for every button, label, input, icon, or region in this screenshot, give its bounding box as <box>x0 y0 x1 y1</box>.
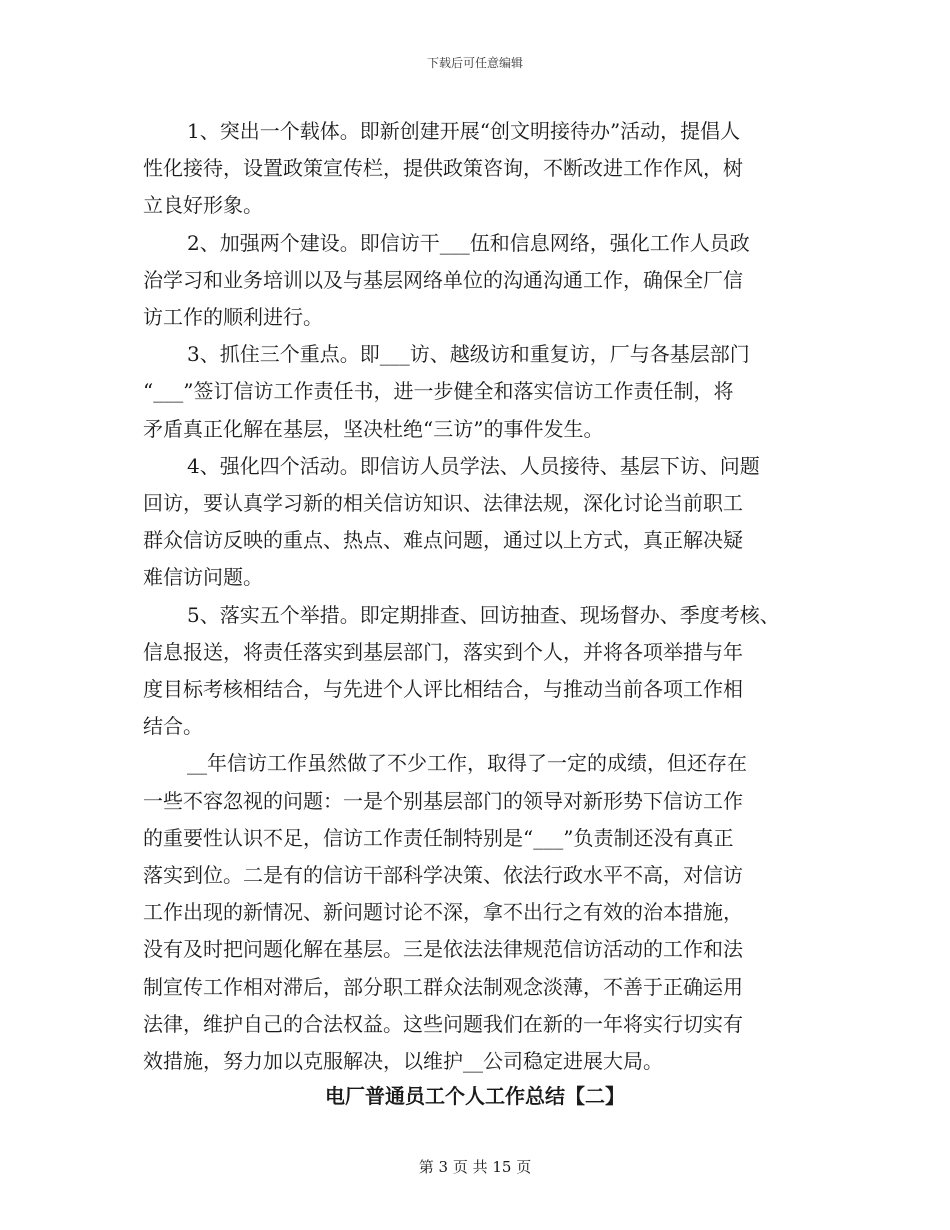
paragraph-line: 3、抓住三个重点。即___访、越级访和重复访，厂与各基层部门 <box>187 342 750 367</box>
paragraph-line: 落实到位。二是有的信访干部科学决策、依法行政水平不高，对信访 <box>143 863 743 888</box>
section-title: 电厂普通员工个人工作总结【二】 <box>325 1084 625 1108</box>
page-header: 下载后可任意编辑 <box>426 56 523 70</box>
paragraph-4 <box>143 448 813 597</box>
page-footer: 第 3 页 共 15 页 <box>418 1158 532 1176</box>
body-text <box>143 113 813 1080</box>
paragraph-line: 群众信访反映的重点、热点、难点问题，通过以上方式，真正解决疑 <box>143 528 743 553</box>
paragraph-line: 一些不容忽视的问题：一是个别基层部门的领导对新形势下信访工作 <box>143 788 743 813</box>
paragraph-line: 5、落实五个举措。即定期排查、回访抽查、现场督办、季度考核、 <box>187 602 780 627</box>
paragraph-line: 结合。 <box>143 714 203 739</box>
paragraph-5 <box>143 597 813 746</box>
paragraph-line: 性化接待，设置政策宣传栏，提供政策咨询，不断改进工作作风，树 <box>143 156 743 181</box>
paragraph-line: 法律，维护自己的合法权益。这些问题我们在新的一年将实行切实有 <box>143 1011 743 1036</box>
paragraph-3 <box>143 336 813 448</box>
paragraph-line: 2、加强两个建设。即信访干___伍和信息网络，强化工作人员政 <box>187 230 750 255</box>
paragraph-line: 矛盾真正化解在基层，坚决杜绝“三访”的事件发生。 <box>143 416 604 441</box>
paragraph-line: 难信访问题。 <box>143 565 263 590</box>
paragraph-line: 治学习和业务培训以及与基层网络单位的沟通沟通工作，确保全厂信 <box>143 267 743 292</box>
paragraph-line: 回访，要认真学习新的相关信访知识、法律法规，深化讨论当前职工 <box>143 491 743 516</box>
paragraph-line: 信息报送，将责任落实到基层部门，落实到个人，并将各项举措与年 <box>143 639 743 664</box>
paragraph-line: __年信访工作虽然做了不少工作，取得了一定的成绩，但还存在 <box>187 751 747 776</box>
paragraph-6 <box>143 745 813 1080</box>
paragraph-line: 工作出现的新情况、新问题讨论不深，拿不出行之有效的治本措施， <box>143 900 743 925</box>
paragraph-2 <box>143 225 813 337</box>
paragraph-line: 的重要性认识不足，信访工作责任制特别是“___”负责制还没有真正 <box>143 825 734 850</box>
paragraph-line: 4、强化四个活动。即信访人员学法、人员接待、基层下访、问题 <box>187 453 760 478</box>
paragraph-line: 度目标考核相结合，与先进个人评比相结合，与推动当前各项工作相 <box>143 677 743 702</box>
paragraph-line: 立良好形象。 <box>143 193 263 218</box>
paragraph-1 <box>143 113 813 225</box>
paragraph-line: 制宣传工作相对滞后，部分职工群众法制观念淡薄，不善于正确运用 <box>143 974 743 999</box>
paragraph-line: 没有及时把问题化解在基层。三是依法法律规范信访活动的工作和法 <box>143 937 743 962</box>
paragraph-line: 效措施，努力加以克服解决，以维护__公司稳定进展大局。 <box>143 1049 663 1074</box>
paragraph-line: “___”签订信访工作责任书，进一步健全和落实信访工作责任制，将 <box>143 379 734 404</box>
paragraph-line: 1、突出一个载体。即新创建开展“创文明接待办”活动，提倡人 <box>187 119 741 143</box>
paragraph-line: 访工作的顺利进行。 <box>143 305 323 330</box>
